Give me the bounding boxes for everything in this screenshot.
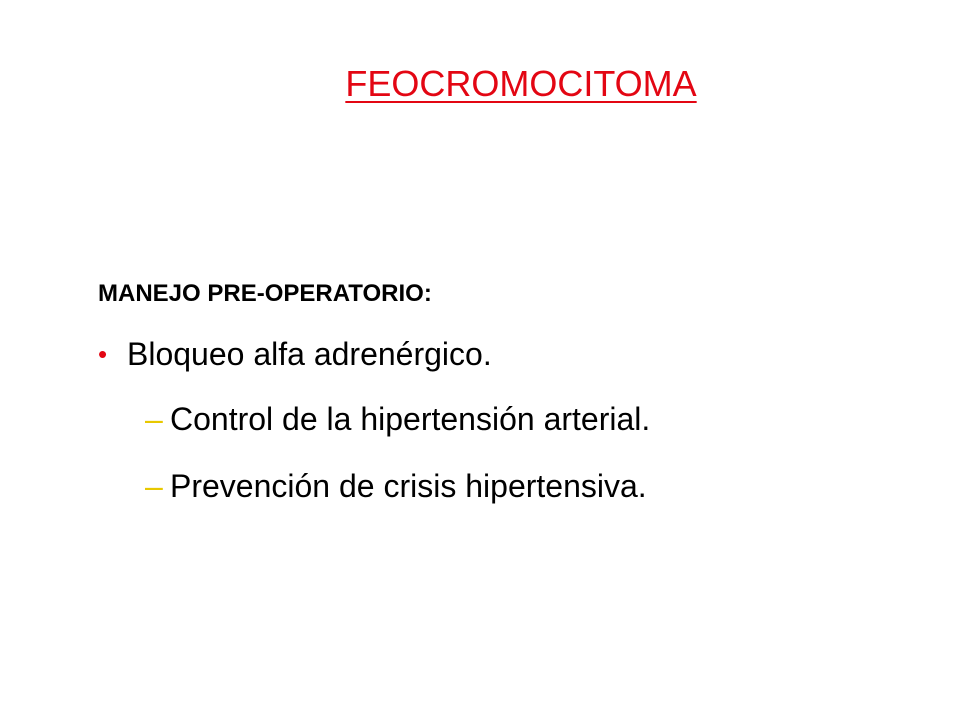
section-heading: MANEJO PRE-OPERATORIO: xyxy=(98,280,432,307)
bullet-marker-icon: • xyxy=(98,339,108,369)
sub-bullet-text: Prevención de crisis hipertensiva. xyxy=(170,468,647,504)
bullet-item xyxy=(98,334,492,374)
sub-bullet-text: Control de la hipertensión arterial. xyxy=(170,401,651,437)
sub-bullet-item xyxy=(145,466,647,506)
bullet-text: Bloqueo alfa adrenérgico. xyxy=(127,336,492,372)
dash-marker-icon: – xyxy=(145,401,163,437)
sub-bullet-item xyxy=(145,399,650,439)
dash-marker-icon: – xyxy=(145,468,163,504)
slide-title: FEOCROMOCITOMA xyxy=(345,63,697,104)
